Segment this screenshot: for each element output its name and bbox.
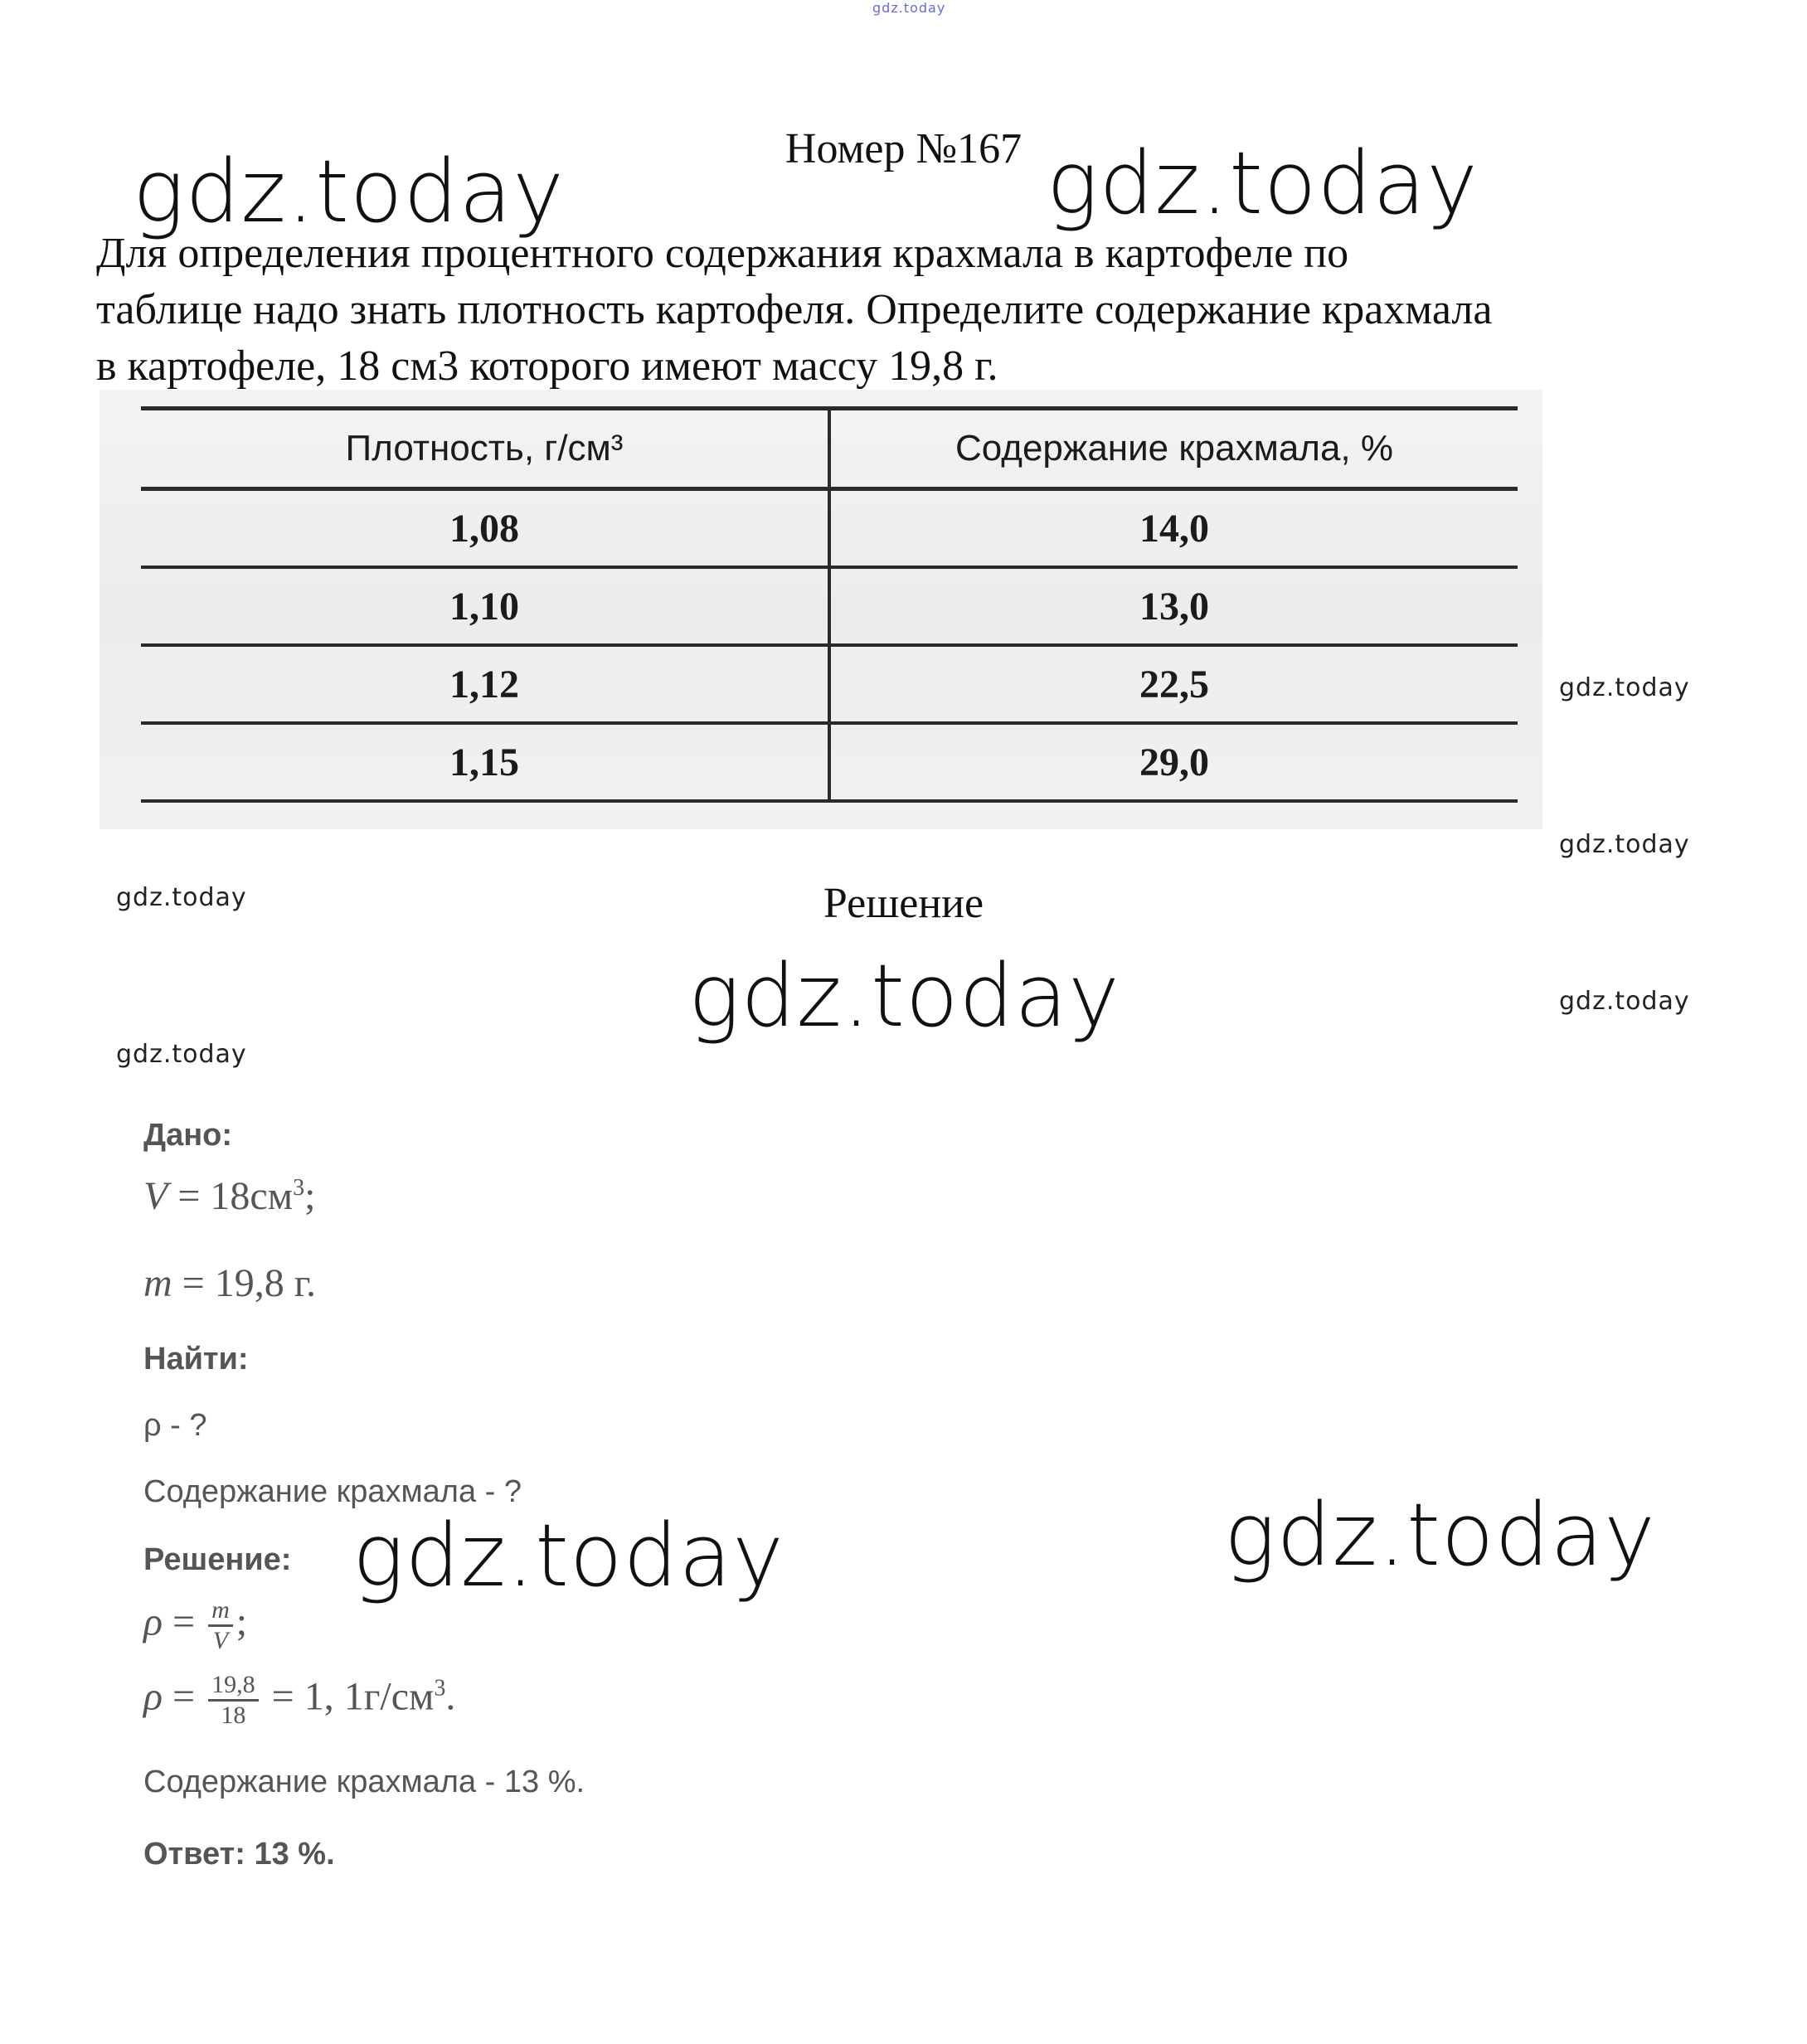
equals-sign: =: [172, 1674, 196, 1719]
volume-variable: V: [143, 1174, 168, 1218]
fraction-numerator: 19,8: [208, 1671, 259, 1702]
density-result: = 1, 1г/см: [271, 1674, 435, 1719]
fraction-numerator: m: [208, 1596, 233, 1627]
starch-result: Содержание крахмала - 13 %.: [143, 1765, 585, 1799]
starch-cell: 29,0: [829, 723, 1518, 801]
rho-symbol: ρ: [143, 1600, 163, 1644]
given-label: Дано:: [143, 1118, 233, 1153]
starch-cell: 22,5: [829, 645, 1518, 723]
table-row: [141, 489, 1518, 568]
watermark-large: gdz.today: [688, 945, 1120, 1046]
watermark-small: gdz.today: [116, 883, 247, 912]
fraction: [208, 1596, 233, 1655]
density-starch-table: [141, 406, 1518, 803]
result-exponent: 3: [434, 1675, 446, 1702]
page-title: Номер №167: [784, 125, 1023, 172]
watermark-large: gdz.today: [1047, 133, 1479, 234]
watermark-large: gdz.today: [352, 1505, 784, 1606]
starch-cell: 14,0: [829, 489, 1518, 568]
watermark-large: gdz.today: [1224, 1484, 1656, 1585]
table-row: [141, 567, 1518, 645]
column-header-density: Плотность, г/см³: [141, 409, 829, 489]
table-header-row: [141, 409, 1518, 489]
formula-end: ;: [236, 1600, 248, 1644]
mass-value: = 19,8 г.: [182, 1261, 317, 1305]
volume-end: ;: [304, 1174, 316, 1218]
watermark-small: gdz.today: [1559, 673, 1690, 702]
find-label: Найти:: [143, 1342, 249, 1376]
task-line: Для определения процентного содержания крахмала в картофеле по: [96, 230, 1349, 277]
task-line: в картофеле, 18 см3 которого имеют массу 19,8 г.: [96, 342, 998, 390]
given-mass: [143, 1260, 316, 1306]
density-cell: 1,15: [141, 723, 829, 801]
fraction-denominator: V: [212, 1627, 229, 1654]
volume-exponent: 3: [293, 1175, 305, 1201]
watermark-small: gdz.today: [116, 1040, 247, 1069]
starch-cell: 13,0: [829, 567, 1518, 645]
given-volume: [143, 1173, 315, 1219]
result-end: .: [445, 1674, 456, 1719]
density-cell: 1,10: [141, 567, 829, 645]
density-cell: 1,08: [141, 489, 829, 568]
find-density: ρ - ?: [143, 1408, 207, 1443]
answer: Ответ: 13 %.: [143, 1837, 335, 1872]
density-cell: 1,12: [141, 645, 829, 723]
watermark-tiny: gdz.today: [872, 0, 946, 16]
watermark-small: gdz.today: [1559, 987, 1690, 1016]
density-formula: [143, 1596, 247, 1655]
find-starch: Содержание крахмала - ?: [143, 1474, 522, 1509]
table-scan: [100, 390, 1542, 829]
watermark-large: gdz.today: [133, 141, 565, 242]
table-row: [141, 723, 1518, 801]
fraction-denominator: 18: [221, 1702, 246, 1729]
table-row: [141, 645, 1518, 723]
task-text: [96, 226, 1755, 395]
solution-label: Решение:: [143, 1542, 292, 1577]
watermark-small: gdz.today: [1559, 830, 1690, 859]
solution-heading: Решение: [823, 880, 984, 927]
rho-symbol: ρ: [143, 1674, 163, 1719]
column-header-starch: Содержание крахмала, %: [829, 409, 1518, 489]
task-line: таблице надо знать плотность картофеля. Определите содержание крахмала: [96, 286, 1493, 333]
equals-sign: =: [172, 1600, 196, 1644]
volume-value: = 18см: [177, 1174, 294, 1218]
mass-variable: m: [143, 1261, 172, 1305]
density-calculation: [143, 1671, 455, 1730]
fraction: [208, 1671, 259, 1730]
